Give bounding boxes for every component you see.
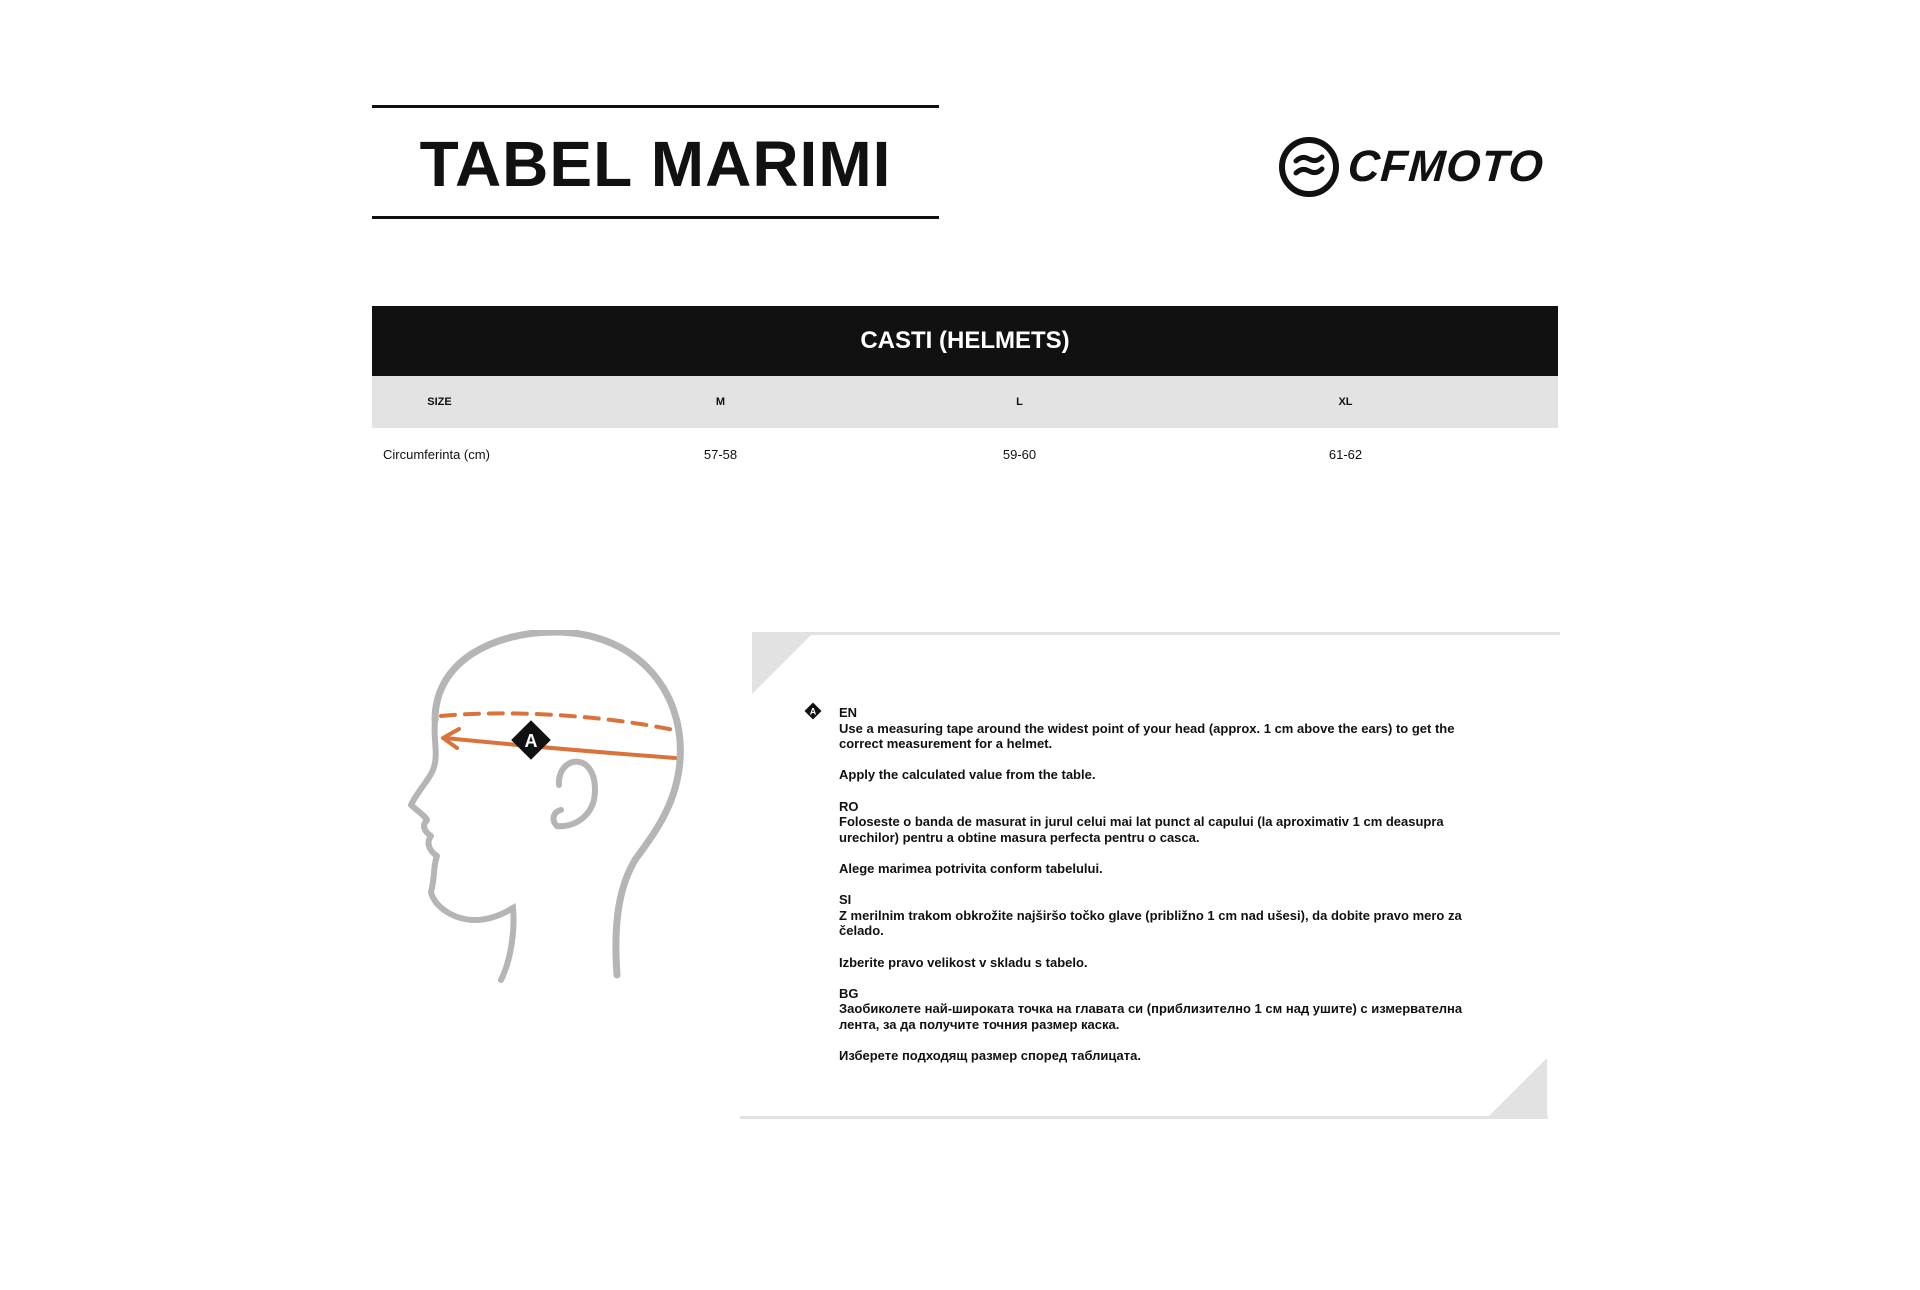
- cfmoto-logo-icon: [1278, 136, 1340, 198]
- head-measurement-icon: [395, 630, 695, 990]
- panel-top-rule: [752, 632, 1560, 635]
- instruction-si: Z merilnim trakom obkrožite najširšo točko glave (približno 1 cm nad ušesi), da dobite pravo mero za čelado.: [839, 907, 1462, 939]
- row-label: Circumferinta (cm): [383, 446, 490, 462]
- panel-bottom-rule: [740, 1116, 1548, 1119]
- note-si: Izberite pravo velikost v skladu s tabelo.: [839, 954, 1088, 970]
- lang-label-ro: RO: [839, 798, 859, 814]
- instruction-ro: Foloseste o banda de masurat in jurul celui mai lat punct al capului (la aproximativ 1 cm deasupra urechilor) pentru a obtine masura perfecta pentru o casca.: [839, 814, 1444, 845]
- column-header-l: L: [1016, 396, 1023, 408]
- cell-l: 59-60: [1002, 446, 1037, 462]
- cfmoto-logo: [1278, 135, 1544, 199]
- table-row: [372, 428, 1558, 480]
- instructions-text: [839, 705, 1499, 1064]
- note-en: Apply the calculated value from the table.: [839, 767, 1096, 783]
- cell-m: 57-58: [703, 446, 738, 462]
- table-title: CASTI (HELMETS): [372, 306, 1558, 376]
- instruction-bg: Заобиколете най-широката точка на главата си (приблизително 1 см над ушите) с измервателна лента, за да получите точния размер каска.: [839, 1001, 1463, 1032]
- note-ro: Alege marimea potrivita conform tabelului.: [839, 860, 1103, 876]
- page-title: TABEL MARIMI: [419, 128, 892, 200]
- size-table: [372, 306, 1558, 480]
- title-bottom-rule: [372, 216, 939, 219]
- corner-decoration: [752, 634, 812, 694]
- illustration-marker-label: A: [524, 731, 538, 751]
- instructions-marker-label: A: [809, 706, 817, 717]
- lang-label-en: EN: [839, 705, 858, 720]
- note-bg: Изберете подходящ размер според таблицата.: [839, 1048, 1141, 1064]
- title-top-rule: [372, 105, 939, 108]
- lang-label-si: SI: [839, 892, 852, 908]
- column-header-m: M: [715, 396, 726, 408]
- column-header-size: SIZE: [427, 396, 452, 408]
- column-header-xl: XL: [1338, 396, 1353, 408]
- corner-decoration: [1487, 1058, 1547, 1118]
- instruction-en: Use a measuring tape around the widest point of your head (approx. 1 cm above the ears) to get the correct measurement for a helmet.: [839, 720, 1455, 752]
- marker-a-icon: [804, 702, 822, 720]
- table-header-row: [372, 376, 1558, 428]
- lang-label-bg: BG: [839, 985, 859, 1001]
- logo-text: CFMOTO: [1346, 142, 1546, 191]
- cell-xl: 61-62: [1328, 446, 1363, 462]
